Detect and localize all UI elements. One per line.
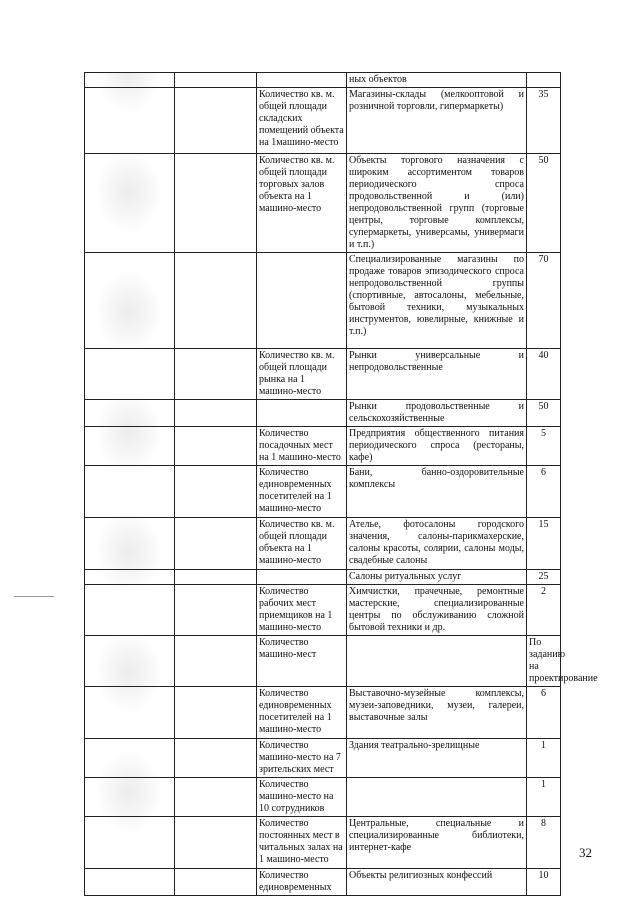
table-row xyxy=(85,88,561,154)
value-cell: 8 xyxy=(527,817,561,869)
blank-cell xyxy=(175,427,257,466)
table-row xyxy=(85,349,561,400)
object-cell: Магазины-склады (мелкооптовой и розничной торговли, гипермаркеты) xyxy=(347,88,527,154)
blank-cell xyxy=(175,466,257,518)
table-row xyxy=(85,400,561,427)
value-cell: 70 xyxy=(527,253,561,349)
indicator-cell: Количество единовременных посетителей на 1 машино-место xyxy=(257,466,347,518)
blank-cell xyxy=(85,88,175,154)
object-cell: Салоны ритуальных услуг xyxy=(347,570,527,585)
table-row xyxy=(85,636,561,687)
blank-cell xyxy=(85,636,175,687)
object-cell: Объекты религиозных конфессий xyxy=(347,869,527,896)
indicator-cell xyxy=(257,73,347,88)
blank-cell xyxy=(85,817,175,869)
blank-cell xyxy=(175,570,257,585)
value-cell: 6 xyxy=(527,687,561,739)
table-row xyxy=(85,466,561,518)
object-cell: Центральные, специальные и специализированные библиотеки, интернет-кафе xyxy=(347,817,527,869)
blank-cell xyxy=(85,253,175,349)
table-row xyxy=(85,518,561,570)
indicator-cell: Количество машино-место на 10 сотрудников xyxy=(257,778,347,817)
object-cell: Рынки универсальные и непродовольственные xyxy=(347,349,527,400)
indicator-cell: Количество рабочих мест приемщиков на 1 машино-место xyxy=(257,585,347,636)
blank-cell xyxy=(175,73,257,88)
page-number: 32 xyxy=(579,845,592,860)
object-cell: Предприятия общественного питания периодического спроса (рестораны, кафе) xyxy=(347,427,527,466)
value-cell: По заданию на проектирование xyxy=(527,636,561,687)
value-cell: 5 xyxy=(527,427,561,466)
object-cell: Объекты торгового назначения с широким ассортиментом товаров периодического спроса продовольственной и (или) непродовольственной групп (торговые центры, торговые комплексы, супермаркеты, универсамы, универмаги и т.п.) xyxy=(347,154,527,253)
blank-cell xyxy=(175,253,257,349)
blank-cell xyxy=(85,400,175,427)
blank-cell xyxy=(85,518,175,570)
value-cell: 50 xyxy=(527,154,561,253)
table-row xyxy=(85,427,561,466)
blank-cell xyxy=(85,466,175,518)
blank-cell xyxy=(175,349,257,400)
indicator-cell: Количество машино-место на 7 зрительских мест xyxy=(257,739,347,778)
indicator-cell xyxy=(257,570,347,585)
blank-cell xyxy=(85,687,175,739)
blank-cell xyxy=(175,518,257,570)
blank-cell xyxy=(85,869,175,896)
object-cell: Рынки продовольственные и сельскохозяйственные xyxy=(347,400,527,427)
blank-cell xyxy=(175,687,257,739)
indicator-cell: Количество кв. м. общей площади торговых залов объекта на 1 машино-место xyxy=(257,154,347,253)
margin-mark xyxy=(14,596,54,597)
indicator-cell: Количество кв. м. общей площади объекта на 1 машино-место xyxy=(257,518,347,570)
table-row xyxy=(85,778,561,817)
blank-cell xyxy=(85,585,175,636)
value-cell: 6 xyxy=(527,466,561,518)
value-cell: 35 xyxy=(527,88,561,154)
indicator-cell xyxy=(257,253,347,349)
object-cell: ных объектов xyxy=(347,73,527,88)
value-cell: 10 xyxy=(527,869,561,896)
table-row xyxy=(85,253,561,349)
table-row xyxy=(85,154,561,253)
value-cell: 50 xyxy=(527,400,561,427)
value-cell: 40 xyxy=(527,349,561,400)
value-cell: 25 xyxy=(527,570,561,585)
indicator-cell: Количество постоянных мест в читальных залах на 1 машино-место xyxy=(257,817,347,869)
blank-cell xyxy=(85,73,175,88)
indicator-cell: Количество единовременных xyxy=(257,869,347,896)
blank-cell xyxy=(175,585,257,636)
blank-cell xyxy=(85,570,175,585)
object-cell: Здания театрально-зрелищные xyxy=(347,739,527,778)
indicator-cell: Количество кв. м. общей площади складских помещений объекта на 1машино-место xyxy=(257,88,347,154)
object-cell: Бани, банно-оздоровительные комплексы xyxy=(347,466,527,518)
value-cell: 1 xyxy=(527,778,561,817)
object-cell: Ателье, фотосалоны городского значения, салоны-парикмахерские, салоны красоты, солярии, салоны моды, свадебные салоны xyxy=(347,518,527,570)
table-row xyxy=(85,869,561,896)
blank-cell xyxy=(175,739,257,778)
object-cell: Химчистки, прачечные, ремонтные мастерские, специализированные центры по обслуживанию сложной бытовой техники и др. xyxy=(347,585,527,636)
value-cell: 1 xyxy=(527,739,561,778)
blank-cell xyxy=(175,817,257,869)
indicator-cell xyxy=(257,400,347,427)
table-row xyxy=(85,73,561,88)
value-cell: 2 xyxy=(527,585,561,636)
table-row xyxy=(85,570,561,585)
blank-cell xyxy=(175,636,257,687)
table-row xyxy=(85,687,561,739)
object-cell xyxy=(347,636,527,687)
blank-cell xyxy=(175,778,257,817)
object-cell xyxy=(347,778,527,817)
indicator-cell: Количество посадочных мест на 1 машино-место xyxy=(257,427,347,466)
value-cell xyxy=(527,73,561,88)
blank-cell xyxy=(85,739,175,778)
blank-cell xyxy=(175,154,257,253)
blank-cell xyxy=(85,349,175,400)
value-cell: 15 xyxy=(527,518,561,570)
blank-cell xyxy=(175,400,257,427)
indicator-cell: Количество единовременных посетителей на 1 машино-место xyxy=(257,687,347,739)
table-row xyxy=(85,585,561,636)
table-row xyxy=(85,739,561,778)
object-cell: Выставочно-музейные комплексы, музеи-заповедники, музеи, галереи, выставочные залы xyxy=(347,687,527,739)
blank-cell xyxy=(85,778,175,817)
blank-cell xyxy=(85,427,175,466)
blank-cell xyxy=(175,869,257,896)
indicator-cell: Количество машино-мест xyxy=(257,636,347,687)
blank-cell xyxy=(175,88,257,154)
blank-cell xyxy=(85,154,175,253)
object-cell: Специализированные магазины по продаже товаров эпизодического спроса непродовольственной группы (спортивные, автосалоны, мебельные, бытовой техники, музыкальных инструментов, ювелирные, книжные и т.п.) xyxy=(347,253,527,349)
table-row xyxy=(85,817,561,869)
indicator-cell: Количество кв. м. общей площади рынка на 1 машино-место xyxy=(257,349,347,400)
